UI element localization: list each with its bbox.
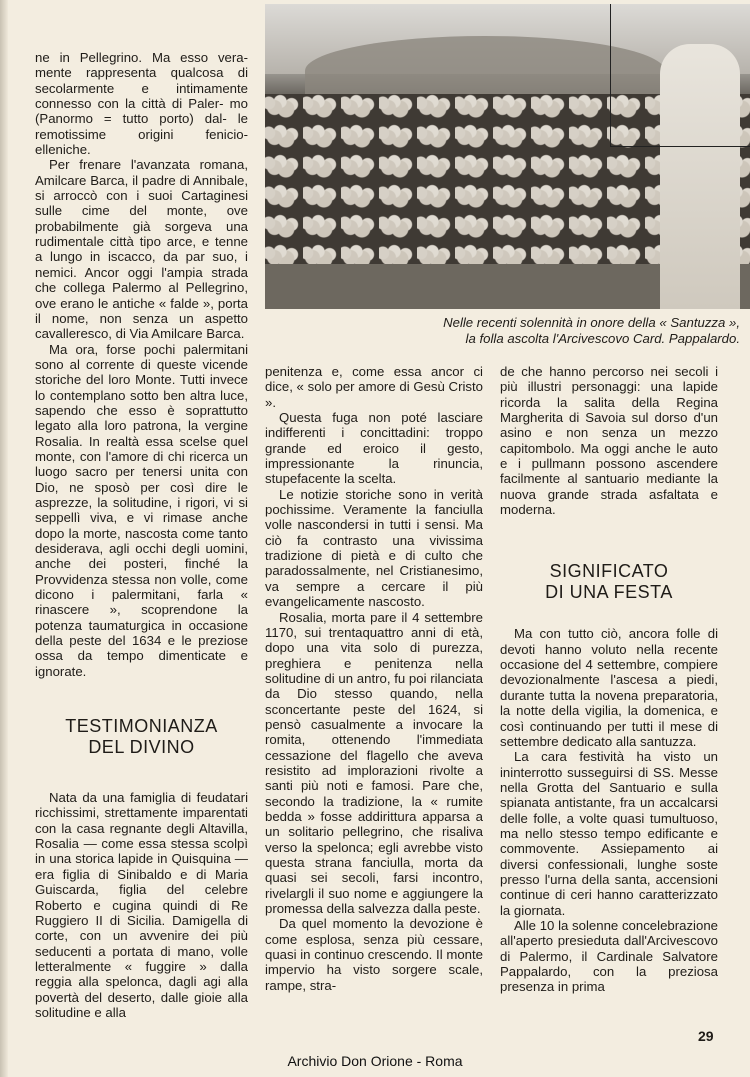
heading-line: SIGNIFICATO (549, 561, 669, 582)
heading-line: TESTIMONIANZA (65, 716, 218, 737)
paragraph-folle: Ma con tutto ciò, ancora folle di devoti hanno voluto nella recente occasione del 4 settembre, compiere devozionalmente l'ascesa a piedi, durante tutta la novena preparatoria, la notte della vigilia, la domenica, e così continuando per tutti il mese di settembre dedicato alla santuzza. (500, 626, 718, 749)
paragraph-festivita: La cara festività ha visto un ininterrotto susseguirsi di SS. Messe nella Grotta del Santuario e sulla spianata antistante, fra un accalcarsi delle folle, a volte quasi tumultuoso, ma nello stesso tempo edificante e commovente. Assiepamento ai diversi confessionali, lunghe soste presso l'urna della santa, accensioni continue di ceri hanno caratterizzato la giornata. (500, 749, 718, 918)
crowd-photo (265, 4, 750, 309)
paragraph-penitenza: penitenza e, come essa ancor ci dice, « solo per amore di Gesù Cristo ». (265, 364, 483, 410)
paragraph-concelebrazione: Alle 10 la solenne concelebrazione all'aperto presieduta dall'Arcivescovo di Palermo, il Cardinale Salvatore Pappalardo, con la preziosa presenza in prima (500, 917, 718, 995)
col1-line: connesso con la città di Paler- (35, 96, 224, 112)
section-heading-testimonianza (35, 716, 248, 758)
paragraph-notizie: Le notizie storiche sono in verità pochissime. Veramente la fanciulla volle nascondersi in tutti i sensi. Ma ciò fa contrasto una vivissima tradizione di pietà e di culto che paradossalmente, nel Cristianesimo, va sempre a cercare il più evangelicamente nascosto. (265, 486, 483, 610)
caption-line-1: Nelle recenti solennità in onore della « Santuzza », (443, 315, 740, 330)
paragraph-strade: de che hanno percorso nei secoli i più illustri personaggi: una lapide ricorda la salita della Regina Margherita di Savoia sul dorso d'un asino e non senza un mezzo capitombolo. Ma oggi anche le auto e i pullmann possono ascendere facilmente al santuario mediante la nuova grande strada asfaltata e moderna. (500, 364, 718, 518)
col1-line: elleniche. (35, 142, 91, 158)
col1-line: ne in Pellegrino. Ma esso vera- (35, 50, 248, 65)
col1-line: mo (Panormo = tutto porto) dal- (35, 96, 248, 127)
column-2 (265, 364, 483, 993)
col1-line: secolarmente e intimamente (35, 80, 248, 96)
photo-caption (300, 315, 740, 347)
paragraph-famiglia: Nata da una famiglia di feudatari ricchissimi, strettamente imparentati con la casa regnante degli Altavilla, Rosalia — come essa stessa scolpì in una storica lapide in Quisquina — era figlia di Sinibaldo e di Maria Guiscarda, figlia del celebre Roberto e cugina quindi di Re Ruggiero II di Sicilia. Damigella di corte, con un avvenire dei più seducenti a portata di mano, volle letteralmente « fuggire » dalla reggia alla spelonca, dagli agi alla povertà del deserto, dalle gioie alla solitudine e alla (35, 790, 248, 1020)
paragraph-devozione: Da quel momento la devozione è come esplosa, senza più cessare, quasi in continuo crescendo. Il monte impervio ha visto sorgere scale, rampe, stra- (265, 916, 483, 993)
page-number: 29 (698, 1028, 714, 1044)
heading-line: DEL DIVINO (88, 737, 195, 758)
photo-frame (610, 4, 750, 147)
col1-opening (35, 50, 248, 157)
heading-line: DI UNA FESTA (545, 582, 673, 603)
section-heading-significato (500, 561, 718, 603)
col1-line: le remotissime origini fenicio- (35, 111, 249, 142)
paragraph-rosalia-monte: Ma ora, forse pochi palermitani sono al corrente di queste vicende storiche del loro Monte. Tutti invece lo contemplano sotto ben altra luce, sapendo che esso è soprattutto legato alla loro patrona, la vergine Rosalia. In realtà essa scelse quel monte, con l'amore di chi ricerca un luogo sacro per tenersi unita con Dio, ne sposò per così dire le asprezze, la solitudine, i rigori, vi si seppellì viva, e vi rimase anche dopo la morte, nascosta come tanto desiderava, agli occhi degli uomini, anche dei posteri, finché la Provvidenza stessa non volle, come dicono i palermitani, farla « rinascere », scoprendone la potenza taumaturgica in occasione della peste del 1634 e le preziose ossa da tempo dimenticate e ignorate. (35, 341, 248, 679)
page-edge (0, 0, 8, 1077)
paragraph-morte: Rosalia, morta pare il 4 settembre 1170, sui trentaquattro anni di età, dopo una vita solo di purezza, preghiera e penitenza nella solitudine di un antro, fu poi rilanciata da Dio stesso quando, nella sconcertante peste del 1624, si pensò casualmente a invocare la romita, ottenendo l'immediata cessazione del flagello che aveva resistito ad implorazioni rivolte a santi più noti e famosi. Pare che, secondo la tradizione, la « rumite bedda » fosse addirittura apparsa a un solitario pellegrino, che risaliva verso la spelonca; egli avrebbe visto questa strana fanciulla, morta da quasi sei secoli, farsi incontro, rivelargli il suo nome e aggiungere la promessa della salvezza dalla peste. (265, 609, 483, 917)
column-3 (500, 364, 718, 995)
paragraph-fuga: Questa fuga non poté lasciare indifferenti i concittadini: troppo grande ed eroico il gesto, impressionante la rinuncia, stupefacente la scelta. (265, 410, 483, 487)
col1-line: mente rappresenta qualcosa di (35, 65, 248, 81)
column-1 (35, 50, 248, 1020)
paragraph-amilcare: Per frenare l'avanzata romana, Amilcare Barca, il padre di Annibale, si arroccò con i suoi Cartaginesi sulle cime del monte, ove probabilmente già sorgeva una rudimentale città tipo arce, e tenne a lungo in iscacco, da par suo, i nemici. Ancor oggi l'ampia strada che collega Palermo al Pellegrino, ove erano le antiche « falde », porta il nome, non senza un aspetto cavalleresco, di Via Amilcare Barca. (35, 157, 248, 342)
archive-footer: Archivio Don Orione - Roma (287, 1053, 463, 1069)
caption-line-2: la folla ascolta l'Arcivescovo Card. Pappalardo. (465, 331, 740, 346)
